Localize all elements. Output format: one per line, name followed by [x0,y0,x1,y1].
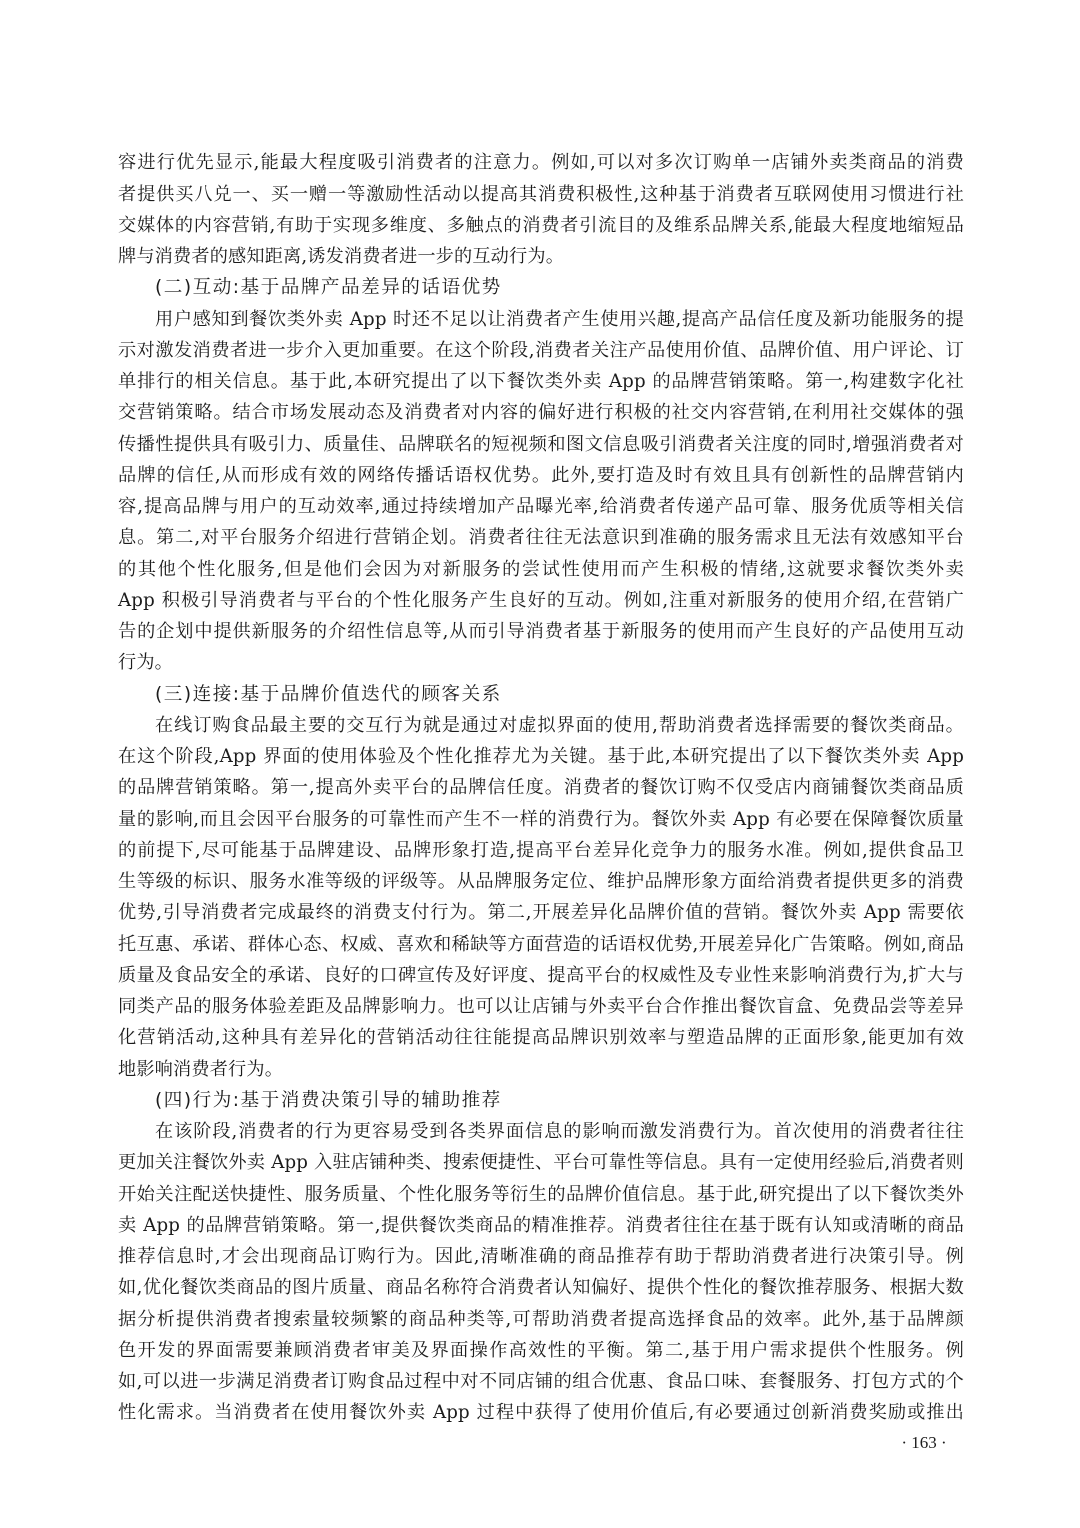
text-line: 量的影响,而且会因平台服务的可靠性而产生不一样的消费行为。餐饮外卖 App 有必要在保障餐饮质量 [118,809,964,830]
text-line: 容进行优先显示,能最大程度吸引消费者的注意力。例如,可以对多次订购单一店铺外卖类商品的消费 [118,152,964,173]
text-line: 在该阶段,消费者的行为更容易受到各类界面信息的影响而激发消费行为。首次使用的消费者往往 [155,1121,964,1142]
text-line: 开始关注配送快捷性、服务质量、个性化服务等衍生的品牌价值信息。基于此,研究提出了以下餐饮类外 [118,1184,964,1205]
text-line: 同类产品的服务体验差距及品牌影响力。也可以让店铺与外卖平台合作推出餐饮盲盒、免费品尝等差异 [118,996,964,1017]
text-line: 单排行的相关信息。基于此,本研究提出了以下餐饮类外卖 App 的品牌营销策略。第一,构建数字化社 [118,371,964,392]
page-number: · 163 · [901,1433,947,1452]
text-line: 息。第二,对平台服务介绍进行营销企划。消费者往往无法意识到准确的服务需求且无法有效感知平台 [118,527,964,548]
text-line: 交营销策略。结合市场发展动态及消费者对内容的偏好进行积极的社交内容营销,在利用社交媒体的强 [118,402,964,423]
text-line: 更加关注餐饮外卖 App 入驻店铺种类、搜索便捷性、平台可靠性等信息。具有一定使用经验后,消费者则 [118,1152,964,1173]
section-heading-interaction: (二)互动:基于品牌产品差异的话语优势 [155,277,502,298]
section-heading-connection: (三)连接:基于品牌价值迭代的顾客关系 [155,684,502,705]
text-line: 容,提高品牌与用户的互动效率,通过持续增加产品曝光率,给消费者传递产品可靠、服务优质等相关信 [118,496,964,517]
text-line: 性化需求。当消费者在使用餐饮外卖 App 过程中获得了使用价值后,有必要通过创新消费奖励或推出 [118,1402,964,1423]
text-line: 在这个阶段,App 界面的使用体验及个性化推荐尤为关键。基于此,本研究提出了以下餐饮类外卖 App [118,746,964,767]
text-line: 托互惠、承诺、群体心态、权威、喜欢和稀缺等方面营造的话语权优势,开展差异化广告策略。例如,商品 [118,934,964,955]
text-line: 示对激发消费者进一步介入更加重要。在这个阶段,消费者关注产品使用价值、品牌价值、用户评论、订 [118,340,964,361]
text-line: 交媒体的内容营销,有助于实现多维度、多触点的消费者引流目的及维系品牌关系,能最大程度地缩短品 [118,215,964,236]
text-line: 据分析提供消费者搜索量较频繁的商品种类等,可帮助消费者提高选择食品的效率。此外,基于品牌颜 [118,1309,964,1330]
text-line: 者提供买八兑一、买一赠一等激励性活动以提高其消费积极性,这种基于消费者互联网使用习惯进行社 [118,184,964,205]
text-line: 的其他个性化服务,但是他们会因为对新服务的尝试性使用而产生积极的情绪,这就要求餐饮类外卖 [118,559,964,580]
section-heading-behavior: (四)行为:基于消费决策引导的辅助推荐 [155,1090,502,1111]
text-line: 传播性提供具有吸引力、质量佳、品牌联名的短视频和图文信息吸引消费者关注度的同时,增强消费者对 [118,434,964,455]
text-line: 地影响消费者行为。 [118,1059,284,1080]
text-line: 生等级的标识、服务水准等级的评级等。从品牌服务定位、维护品牌形象方面给消费者提供更多的消费 [118,871,964,892]
text-line: 推荐信息时,才会出现商品订购行为。因此,清晰准确的商品推荐有助于帮助消费者进行决策引导。例 [118,1246,964,1267]
text-line: 牌与消费者的感知距离,诱发消费者进一步的互动行为。 [118,246,565,267]
text-line: 如,可以进一步满足消费者订购食品过程中对不同店铺的组合优惠、食品口味、套餐服务、打包方式的个 [118,1371,964,1392]
text-line: 优势,引导消费者完成最终的消费支付行为。第二,开展差异化品牌价值的营销。餐饮外卖 App 需要依 [118,902,964,923]
text-line: 如,优化餐饮类商品的图片质量、商品名称符合消费者认知偏好、提供个性化的餐饮推荐服务、根据大数 [118,1277,964,1298]
text-line: App 积极引导消费者与平台的个性化服务产生良好的互动。例如,注重对新服务的使用介绍,在营销广 [118,590,964,611]
text-line: 品牌的信任,从而形成有效的网络传播话语权优势。此外,要打造及时有效且具有创新性的品牌营销内 [118,465,964,486]
text-line: 卖 App 的品牌营销策略。第一,提供餐饮类商品的精准推荐。消费者往往在基于既有认知或清晰的商品 [118,1215,964,1236]
text-line: 质量及食品安全的承诺、良好的口碑宣传及好评度、提高平台的权威性及专业性来影响消费行为,扩大与 [118,965,964,986]
text-line: 行为。 [118,652,174,673]
text-line: 色开发的界面需要兼顾消费者审美及界面操作高效性的平衡。第二,基于用户需求提供个性服务。例 [118,1340,964,1361]
text-line: 化营销活动,这种具有差异化的营销活动往往能提高品牌识别效率与塑造品牌的正面形象,能更加有效 [118,1027,964,1048]
text-line: 在线订购食品最主要的交互行为就是通过对虚拟界面的使用,帮助消费者选择需要的餐饮类商品。 [155,715,964,736]
text-line: 告的企划中提供新服务的介绍性信息等,从而引导消费者基于新服务的使用而产生良好的产品使用互动 [118,621,964,642]
text-line: 的前提下,尽可能基于品牌建设、品牌形象打造,提高平台差异化竞争力的服务水准。例如,提供食品卫 [118,840,964,861]
text-line: 的品牌营销策略。第一,提高外卖平台的品牌信任度。消费者的餐饮订购不仅受店内商铺餐饮类商品质 [118,777,964,798]
text-line: 用户感知到餐饮类外卖 App 时还不足以让消费者产生使用兴趣,提高产品信任度及新功能服务的提 [155,309,964,330]
